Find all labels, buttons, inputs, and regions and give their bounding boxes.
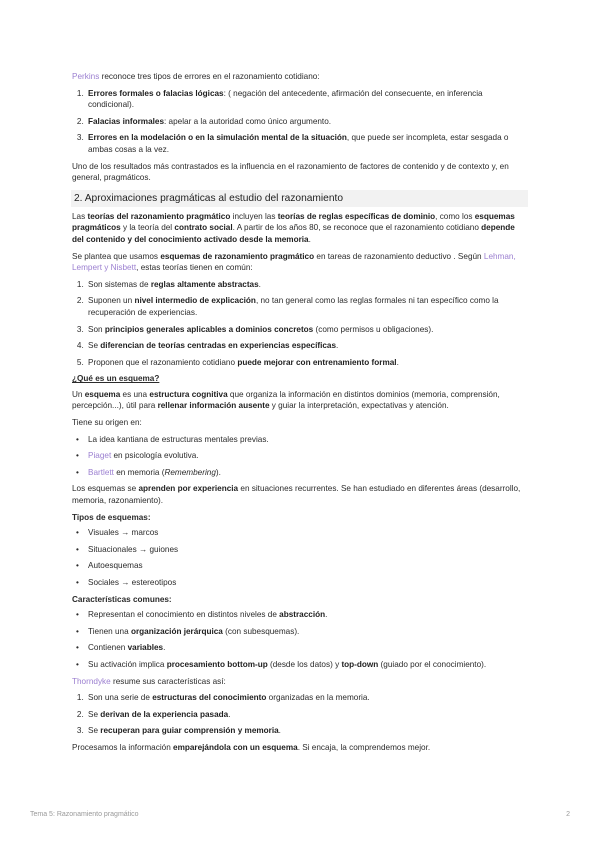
list-item: • Su activación implica procesamiento bottom-up (desde los datos) y top-down (guiado por el conocimiento). bbox=[86, 659, 528, 671]
footer-title: Tema 5: Razonamiento pragmático bbox=[30, 811, 139, 818]
schema-types-list bbox=[72, 527, 528, 588]
author-link-bartlett[interactable]: Bartlett bbox=[88, 467, 114, 477]
author-link-piaget[interactable]: Piaget bbox=[88, 451, 112, 461]
characteristics-list bbox=[72, 609, 528, 670]
thorndyke-summary-list bbox=[72, 692, 528, 737]
common-features-list bbox=[72, 279, 528, 369]
list-item: • Bartlett en memoria (Remembering). bbox=[86, 467, 528, 479]
list-item: • Visuales → marcos bbox=[86, 527, 528, 539]
author-link-thorndyke[interactable]: Thorndyke bbox=[72, 676, 111, 686]
schema-definition-paragraph: Un esquema es una estructura cognitiva que organiza la información en distintos dominios (memoria, comprensión, percepción...), útil para rellenar información ausente y guiar la interpretación, expectativas y atención. bbox=[72, 389, 500, 411]
pragmatic-theories-paragraph: Las teorías del razonamiento pragmático incluyen las teorías de reglas específicas de dominio, como los esquemas pragmáticos y la teoría del contrato social. A partir de los años 80, se reconoce que el razonamiento cotidiano depende del contenido y del conocimiento activado desde la memoria. bbox=[72, 211, 515, 244]
closing-paragraph: Procesamos la información emparejándola con un esquema. Si encaja, la comprendemos mejor. bbox=[72, 742, 431, 752]
list-item: 2. Se derivan de la experiencia pasada. bbox=[86, 709, 528, 721]
page-footer bbox=[30, 811, 570, 818]
document-page bbox=[72, 71, 528, 759]
list-item: 3. Son principios generales aplicables a dominios concretos (como permisos u obligaciones). bbox=[86, 324, 528, 336]
schemas-usage-paragraph: Se plantea que usamos esquemas de razonamiento pragmático en tareas de razonamiento deductivo . Según Lehman, Lempert y Nisbett, estas teorías tienen en común: bbox=[72, 251, 516, 273]
errors-list bbox=[72, 88, 528, 156]
common-characteristics-heading: Características comunes: bbox=[72, 594, 172, 604]
experience-paragraph: Los esquemas se aprenden por experiencia en situaciones recurrentes. Se han estudiado en diferentes áreas (desarrollo, memoria, razonamiento). bbox=[72, 484, 521, 506]
list-item: • Situacionales → guiones bbox=[86, 544, 528, 556]
origin-intro: Tiene su origen en: bbox=[72, 418, 142, 428]
list-item: • Contienen variables. bbox=[86, 642, 528, 654]
list-item: • Sociales → estereotipos bbox=[86, 577, 528, 589]
schema-question-heading: ¿Qué es un esquema? bbox=[72, 374, 160, 384]
intro-paragraph bbox=[72, 71, 528, 83]
list-item: 1. Son sistemas de reglas altamente abstractas. bbox=[86, 279, 528, 291]
author-link-lehman[interactable]: Lehman, Lempert y Nisbett bbox=[72, 251, 516, 273]
list-item: 2. Suponen un nivel intermedio de explicación, no tan general como las reglas formales ni tan específico como la recuperación de experiencias. bbox=[86, 295, 528, 318]
section-heading: 2. Aproximaciones pragmáticas al estudio del razonamiento bbox=[71, 190, 528, 207]
list-item: 1. Errores formales o falacias lógicas: ( negación del antecedente, afirmación del consecuente, en inferencia condicional). bbox=[86, 88, 528, 111]
list-item: 5. Proponen que el razonamiento cotidiano puede mejorar con entrenamiento formal. bbox=[86, 357, 528, 369]
list-item: 3. Errores en la modelación o en la simulación mental de la situación, que puede ser incompleta, estar sesgada o ambas cosas a la vez. bbox=[86, 132, 528, 155]
author-link-perkins[interactable]: Perkins bbox=[72, 72, 100, 81]
intro-text: reconoce tres tipos de errores en el razonamiento cotidiano: bbox=[99, 72, 320, 81]
schema-types-heading: Tipos de esquemas: bbox=[72, 512, 151, 522]
list-item: • Tienen una organización jerárquica (con subesquemas). bbox=[86, 626, 528, 638]
list-item: • Piaget en psicología evolutiva. bbox=[86, 450, 528, 462]
page-number: 2 bbox=[566, 811, 570, 818]
origins-list bbox=[72, 434, 528, 479]
list-item: 4. Se diferencian de teorías centradas en experiencias específicas. bbox=[86, 340, 528, 352]
list-item: • Representan el conocimiento en distintos niveles de abstracción. bbox=[86, 609, 528, 621]
list-item: • La idea kantiana de estructuras mentales previas. bbox=[86, 434, 528, 446]
list-item: 2. Falacias informales: apelar a la autoridad como único argumento. bbox=[86, 116, 528, 128]
list-item: • Autoesquemas bbox=[86, 560, 528, 572]
list-item: 3. Se recuperan para guiar comprensión y memoria. bbox=[86, 725, 528, 737]
list-item: 1. Son una serie de estructuras del conocimiento organizadas en la memoria. bbox=[86, 692, 528, 704]
results-paragraph: Uno de los resultados más contrastados es la influencia en el razonamiento de factores de contenido y de contexto y, en general, pragmáticos. bbox=[72, 161, 509, 183]
thorndyke-paragraph: Thorndyke resume sus características así: bbox=[72, 676, 226, 686]
